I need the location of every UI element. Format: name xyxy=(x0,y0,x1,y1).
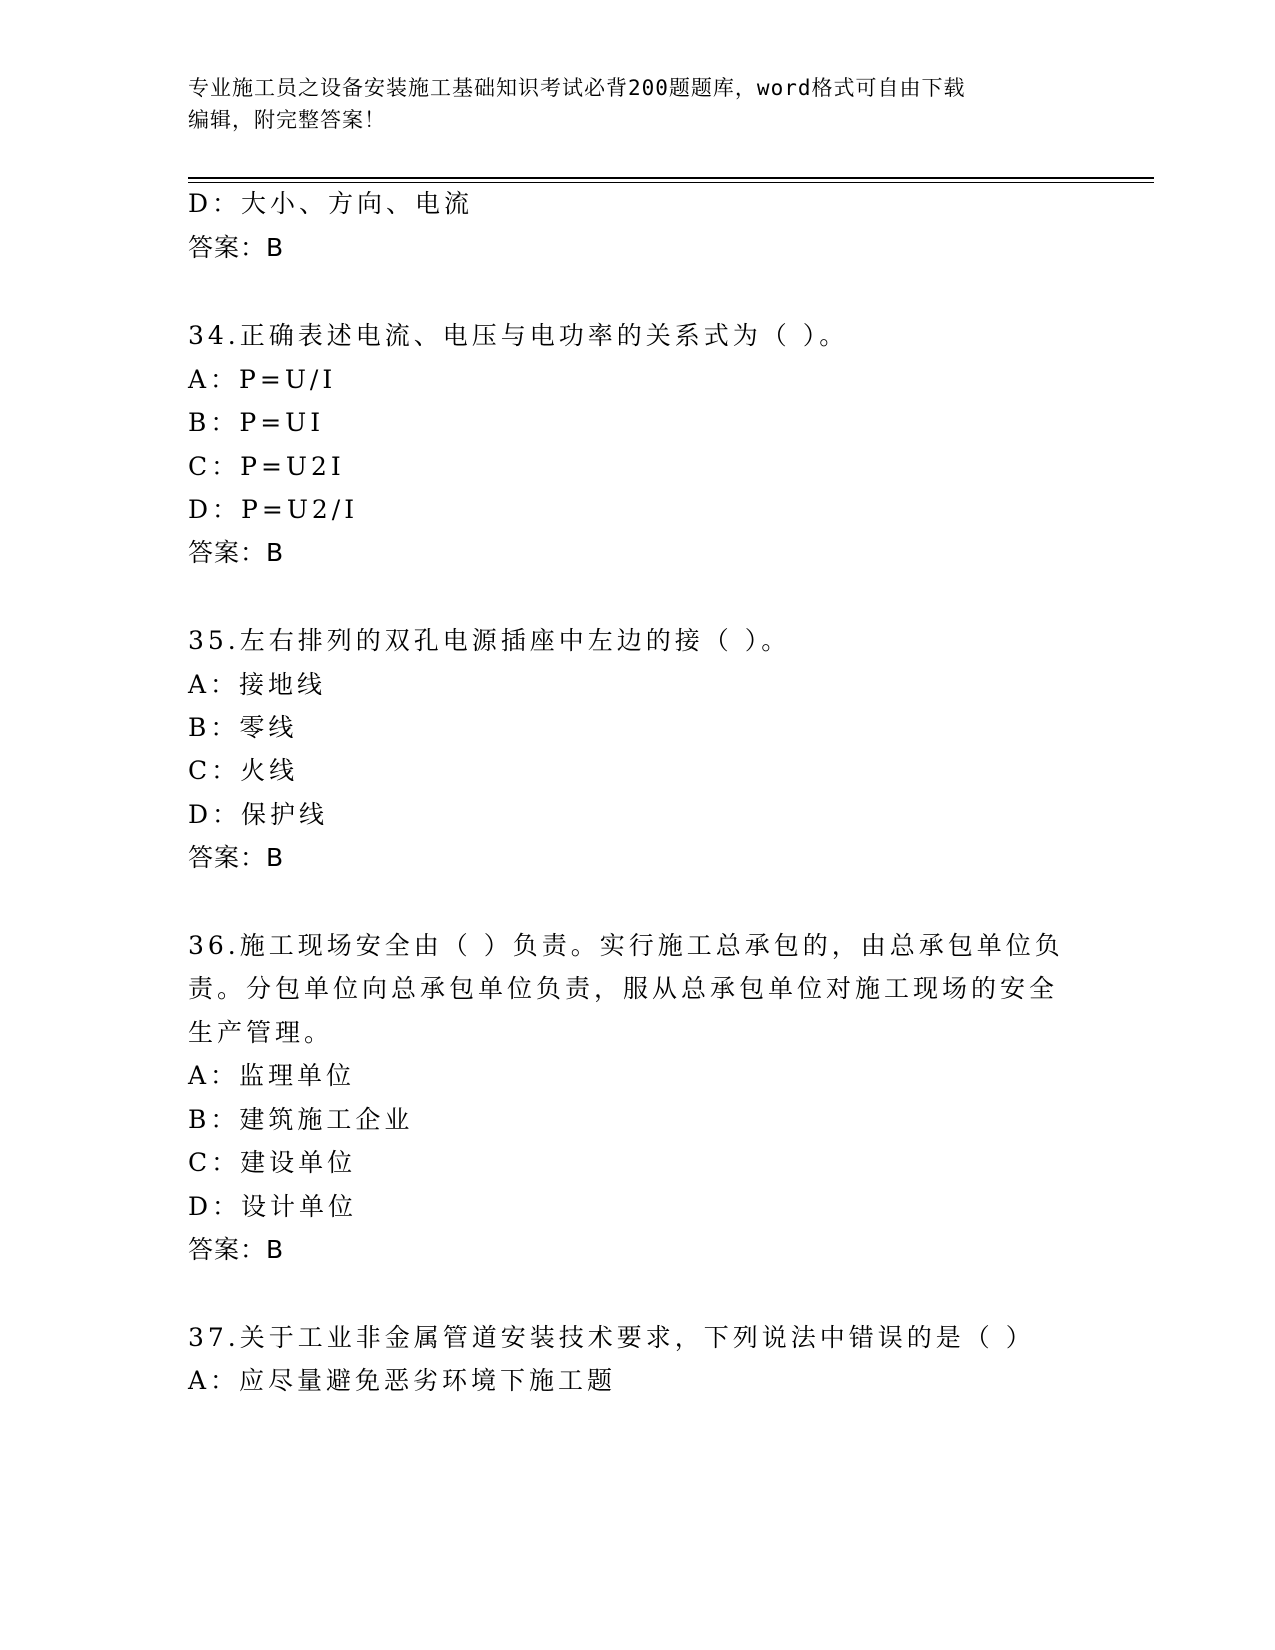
q36-option-d: D：设计单位 xyxy=(188,1192,358,1221)
q35-option-c: C：火线 xyxy=(188,756,299,785)
q35-option-b: B：零线 xyxy=(188,713,298,742)
q36-answer: 答案：B xyxy=(188,1235,285,1264)
q36-option-a: A：监理单位 xyxy=(188,1061,356,1090)
q35-answer: 答案：B xyxy=(188,843,285,872)
q34-answer: 答案：B xyxy=(188,538,285,567)
q33-answer: 答案：B xyxy=(188,233,285,262)
q37-option-a: A：应尽量避免恶劣环境下施工题 xyxy=(188,1366,617,1395)
q37-stem: 37.关于工业非金属管道安装技术要求，下列说法中错误的是（ ） xyxy=(188,1323,1035,1352)
header-divider-thick xyxy=(188,177,1154,179)
q36-stem-line-3: 生产管理。 xyxy=(188,1018,334,1047)
header-divider-thin xyxy=(188,182,1154,183)
q34-option-c: C：P=U2I xyxy=(188,452,345,481)
q35-stem: 35.左右排列的双孔电源插座中左边的接（ ）。 xyxy=(188,626,791,655)
q36-option-b: B：建筑施工企业 xyxy=(188,1105,414,1134)
header-line-1: 专业施工员之设备安装施工基础知识考试必背200题题库，word格式可自由下载 xyxy=(188,76,966,100)
q34-stem: 34.正确表述电流、电压与电功率的关系式为（ ）。 xyxy=(188,321,849,350)
header-line-2: 编辑，附完整答案！ xyxy=(188,108,386,132)
document-header xyxy=(188,72,1068,136)
q36-stem-line-2: 责。分包单位向总承包单位负责，服从总承包单位对施工现场的安全 xyxy=(188,974,1059,1003)
q34-option-a: A：P=U/I xyxy=(188,365,337,394)
q36-stem-line-1: 36.施工现场安全由（ ）负责。实行施工总承包的，由总承包单位负 xyxy=(188,931,1064,960)
q36-option-c: C：建设单位 xyxy=(188,1148,357,1177)
q34-option-d: D：P=U2/I xyxy=(188,495,359,524)
q35-option-a: A：接地线 xyxy=(188,670,327,699)
q33-option-d: D：大小、方向、电流 xyxy=(188,189,474,218)
q34-option-b: B：P=UI xyxy=(188,408,325,437)
q35-option-d: D：保护线 xyxy=(188,800,329,829)
